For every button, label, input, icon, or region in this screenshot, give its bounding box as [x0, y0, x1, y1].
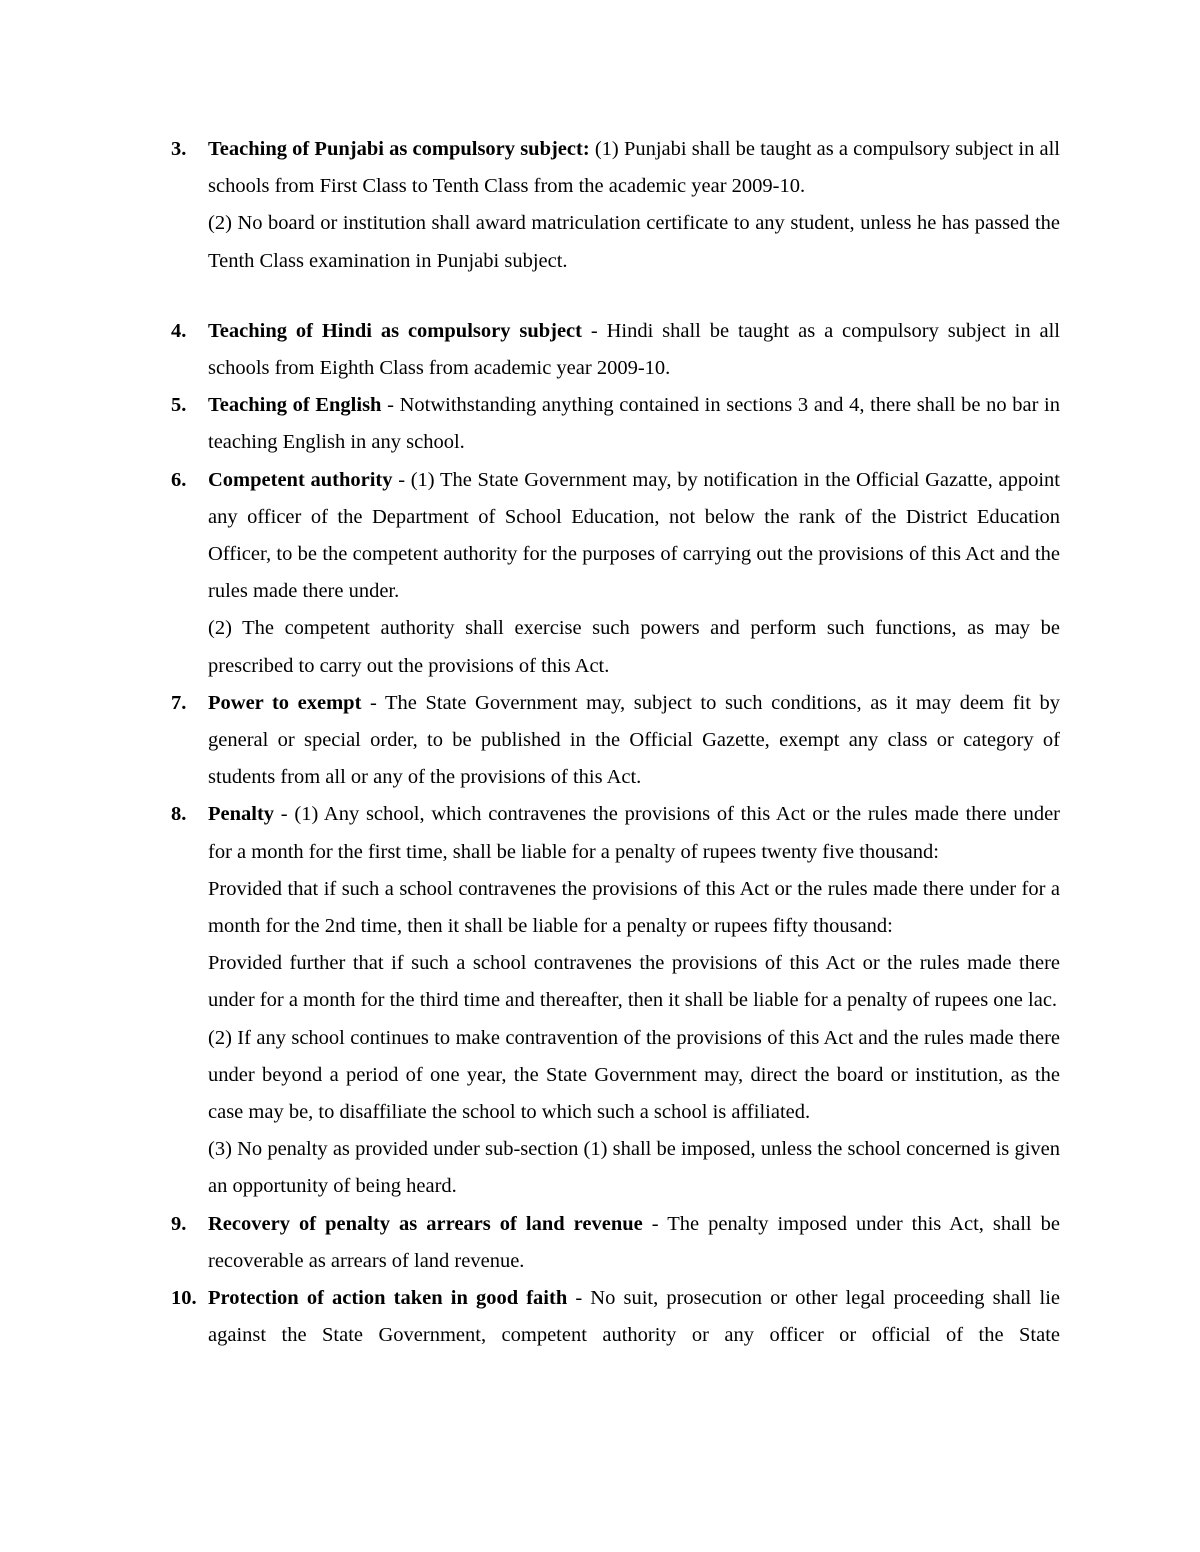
item-lead-text: - Notwithstanding anything contained in sections 3 and 4, there shall be no bar in teaching English in any school. — [208, 394, 1060, 454]
item-lead-paragraph — [208, 387, 1060, 461]
item-lead-text: - No suit, prosecution or other legal proceeding shall lie against the State Government, competent authority or any officer or official of the State — [208, 1287, 1060, 1347]
item-lead-paragraph — [208, 313, 1060, 387]
item-paragraph: (2) No board or institution shall award matriculation certificate to any student, unless he has passed the Tenth Class examination in Punjabi subject. — [208, 212, 1060, 272]
item-body — [208, 1206, 1060, 1280]
item-paragraph: Provided that if such a school contravenes the provisions of this Act or the rules made there under for a month for the 2nd time, then it shall be liable for a penalty or rupees fifty thousand: — [208, 877, 1060, 938]
item-lead-text: (1) Punjabi shall be taught as a compulsory subject in all schools from First Class to Tenth Class from the academic year 2009-10. — [208, 138, 1061, 198]
list-item-section-10 — [171, 1280, 1060, 1354]
item-lead-paragraph — [208, 1206, 1060, 1280]
item-number: 8. — [171, 803, 187, 826]
item-body — [208, 131, 1060, 280]
item-number: 10. — [171, 1287, 197, 1310]
item-heading: Competent authority — [208, 468, 393, 491]
item-lead-paragraph — [208, 462, 1060, 611]
item-number: 7. — [171, 691, 187, 714]
list-item-section-5 — [171, 387, 1060, 461]
list-item-section-9 — [171, 1206, 1060, 1280]
item-heading: Protection of action taken in good faith — [208, 1287, 568, 1310]
item-heading: Recovery of penalty as arrears of land revenue — [208, 1212, 643, 1235]
item-number: 4. — [171, 319, 187, 342]
list-item-section-3 — [171, 131, 1060, 280]
item-paragraph: Provided further that if such a school contravenes the provisions of this Act or the rules made there under for a month for the third time and thereafter, then it shall be liable for a penalty of rupees one lac. — [208, 952, 1060, 1012]
list-item-section-7 — [171, 685, 1060, 797]
item-lead-text: - (1) The State Government may, by notification in the Official Gazatte, appoint any officer of the Department of School Education, not below the rank of the District Education Officer, to be the competent authority for the purposes of carrying out the provisions of this Act and the rules made there under. — [208, 468, 1060, 603]
item-body — [208, 313, 1060, 387]
item-paragraph: (3) No penalty as provided under sub-section (1) shall be imposed, unless the school concerned is given an opportunity of being heard. — [208, 1138, 1060, 1198]
item-lead-text: - (1) Any school, which contravenes the provisions of this Act or the rules made there under for a month for the first time, shall be liable for a penalty of rupees twenty five thousand: — [208, 803, 1060, 863]
item-paragraph: (2) If any school continues to make contravention of the provisions of this Act and the rules made there under beyond a period of one year, the State Government may, direct the board or institution, as the case may be, to disaffiliate the school to which such a school is affiliated. — [208, 1026, 1060, 1124]
item-body — [208, 685, 1060, 797]
item-lead-paragraph — [208, 685, 1060, 797]
item-paragraph: (2) The competent authority shall exercise such powers and perform such functions, as may be prescribed to carry out the provisions of this Act. — [208, 617, 1060, 677]
list-item-section-4 — [171, 313, 1060, 387]
item-number: 9. — [171, 1212, 187, 1235]
item-lead-paragraph — [208, 131, 1060, 205]
item-number: 5. — [171, 394, 187, 417]
item-heading: Teaching of Hindi as compulsory subject — [208, 319, 582, 342]
item-heading: Teaching of Punjabi as compulsory subject: — [208, 138, 590, 160]
item-number: 6. — [171, 468, 187, 491]
list-item-section-6 — [171, 462, 1060, 685]
item-lead-text: - The penalty imposed under this Act, shall be recoverable as arrears of land revenue. — [208, 1212, 1060, 1272]
item-lead-paragraph — [208, 1280, 1060, 1354]
item-lead-text: - The State Government may, subject to such conditions, as it may deem fit by general or special order, to be published in the Official Gazette, exempt any class or category of students from all or any of the provisions of this Act. — [208, 691, 1060, 789]
item-body — [208, 387, 1060, 461]
item-number: 3. — [171, 138, 187, 160]
item-body — [208, 462, 1060, 685]
item-lead-paragraph — [208, 796, 1060, 870]
item-body — [208, 1280, 1060, 1354]
item-body — [208, 796, 1060, 1205]
list-item-section-8 — [171, 796, 1060, 1205]
item-lead-text: - Hindi shall be taught as a compulsory subject in all schools from Eighth Class from academic year 2009-10. — [208, 319, 1060, 380]
item-heading: Power to exempt — [208, 691, 362, 714]
item-heading: Penalty — [208, 803, 275, 826]
item-heading: Teaching of English — [208, 394, 382, 417]
